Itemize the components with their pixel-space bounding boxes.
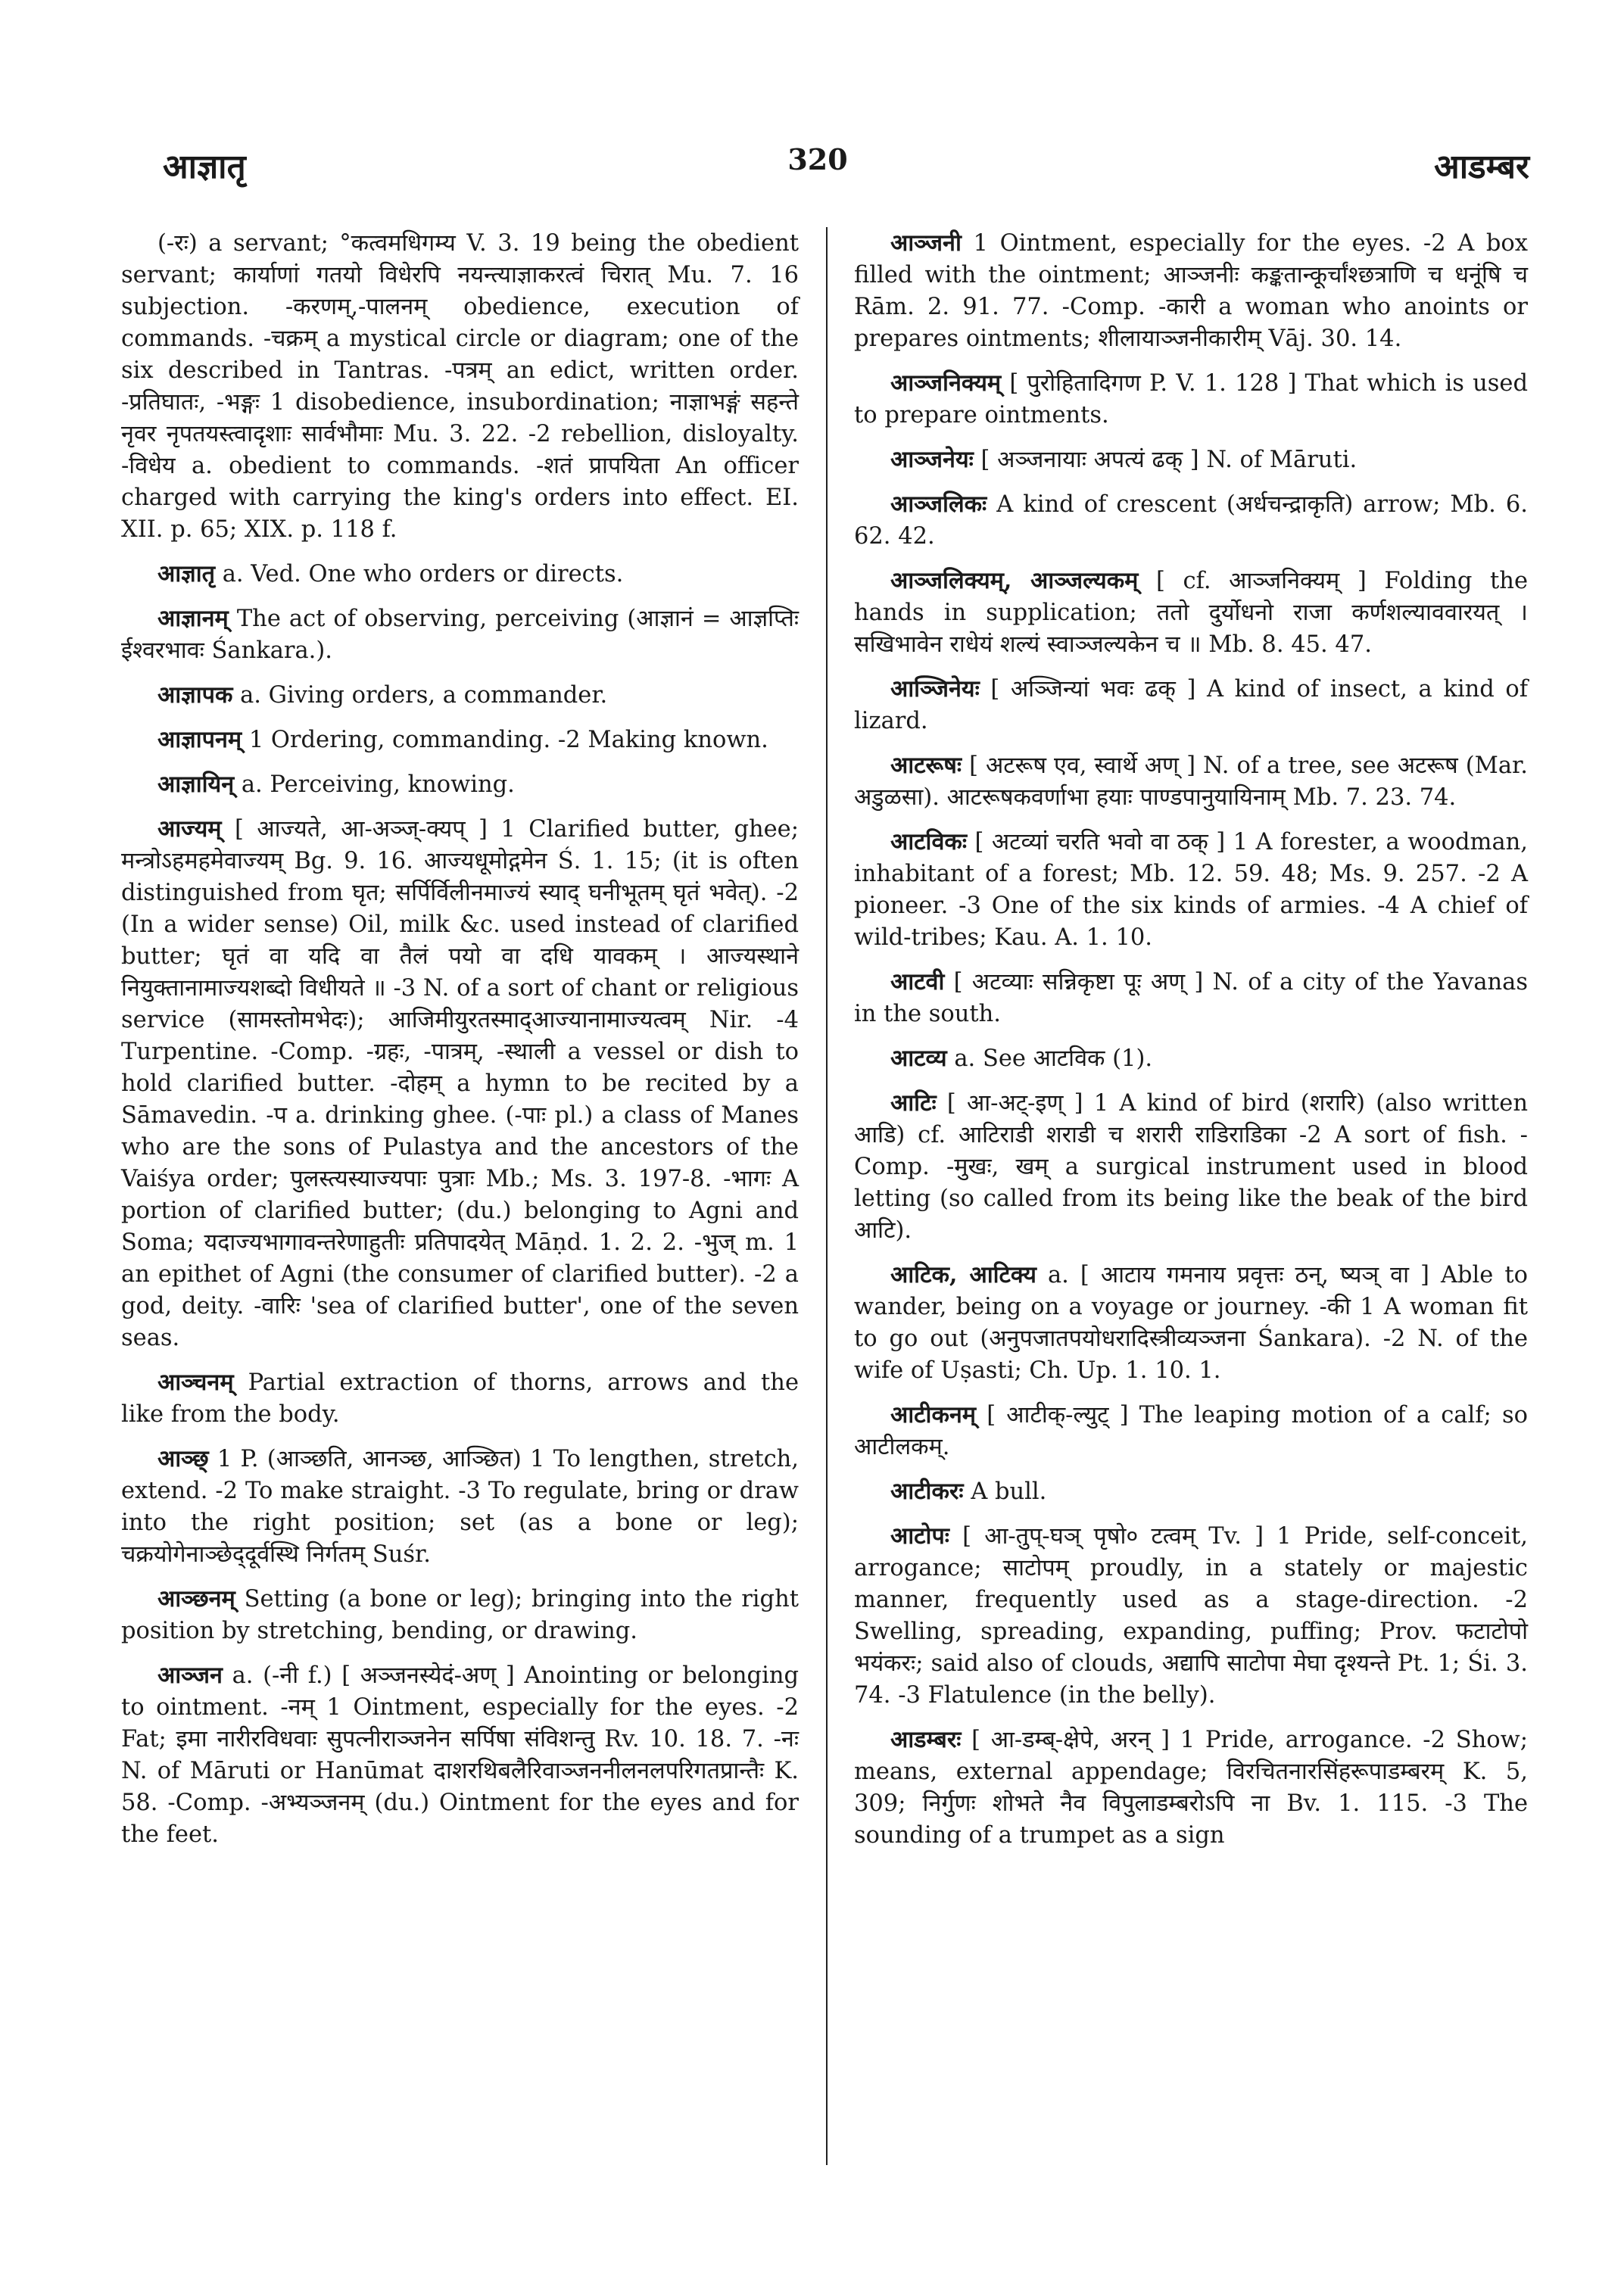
entry-text: [ अटव्याः सन्निकृष्टा पूः अण् ] N. of a city of the Yavanas in the south.: [854, 969, 1528, 1027]
headword: आञ्जनेयः: [890, 446, 974, 473]
dictionary-entry: [854, 444, 1528, 476]
dictionary-entry: [121, 813, 799, 1354]
entry-text: A kind of crescent (अर्धचन्द्राकृति) arrow; Mb. 6. 62. 42.: [854, 491, 1528, 550]
right-guide-word: आडम्बर: [1434, 148, 1529, 186]
headword: आञ्जलिक्यम्, आञ्जल्यकम्: [890, 567, 1139, 594]
entry-text: [ पुरोहितादिगण P. V. 1. 128 ] That which is used to prepare ointments.: [854, 370, 1528, 428]
headword: आटीकरः: [890, 1478, 964, 1505]
headword: आज्यम्: [157, 815, 222, 843]
dictionary-entry: [121, 603, 799, 667]
dictionary-entry: [854, 1042, 1528, 1075]
entry-text: [ अञ्जिन्यां भवः ढक् ] A kind of insect, a kind of lizard.: [854, 676, 1528, 734]
page-header: [0, 142, 1624, 195]
dictionary-entry: [854, 488, 1528, 553]
entry-text: [ आज्यते, आ-अञ्ज्-क्यप् ] 1 Clarified butter, ghee; मन्त्रोऽहमहमेवाज्यम् Bg. 9. 16. आज्यधूमोद्गमेन Ś. 1. 15; (it is often distinguished from घृत; सर्पिर्विलीनमाज्यं स्याद् घनीभूतम् घृतं भवेत्). -2 (In a wider sense) Oil, milk &c. used instead of clarified butter; घृतं वा यदि वा तैलं पयो वा दधि यावकम् । आज्यस्थाने नियुक्तानामाज्यशब्दो विधीयते ॥ -3 N. of a sort of chant or religious service (सामस्तोमभेदः); आजिमीयुरतस्माद्‌आज्यानामाज्यत्वम् Nir. -4 Turpentine. -Comp. -ग्रहः, -पात्रम्, -स्थाली a vessel or dish to hold clarified butter. -दोहम् a hymn to be recited by a Sāmavedin. -प a. drinking ghee. (-पाः pl.) a class of Manes who are the sons of Pulastya and the ancestors of the Vaiśya order; पुलस्त्यस्याज्यपाः पुत्राः Mb.; Ms. 3. 197-8. -भागः A portion of clarified butter; (du.) belonging to Agni and Soma; यदाज्यभागावन्तरेणाहुतीः प्रतिपादयेत् Māṇd. 1. 2. 2. -भुज् m. 1 an epithet of Agni (the consumer of clarified butter). -2 a god, deity. -वारिः 'sea of clarified butter', one of the seven seas.: [121, 816, 799, 1351]
entry-text: a. (-नी f.) [ अञ्जनस्येदं-अण् ] Anointing or belonging to ointment. -नम् 1 Ointment, especially for the eyes. -2 Fat; इमा नारीरविधवाः सुपत्नीराञ्जनेन सर्पिषा संविशन्तु Rv. 10. 18. 7. -नः N. of Māruti or Hanūmat दाशरथिबलैरिवाञ्जननीलनलपरिगतप्रान्तैः K. 58. -Comp. -अभ्यञ्जनम् (du.) Ointment for the eyes and for the feet.: [121, 1662, 799, 1848]
entry-text: a. See आटविक (1).: [954, 1045, 1153, 1072]
headword: आज्ञातृ: [157, 560, 216, 587]
headword: आटविकः: [890, 828, 967, 855]
headword: आटरूषः: [890, 752, 962, 779]
headword: आटवी: [890, 968, 945, 995]
entry-text: [ आटीक्-ल्युट् ] The leaping motion of a calf; so आटीलकम्.: [854, 1402, 1528, 1460]
entry-text: 1 Ointment, especially for the eyes. -2 A box filled with the ointment; आञ्जनीः कङ्कतान्कूर्चांश्छत्राणि च धनूंषि च Rām. 2. 91. 77. -Comp. -कारी a woman who anoints or prepares ointments; शीलायाञ्जनीकारीम् Vāj. 30. 14.: [854, 230, 1528, 352]
headword: आञ्छ्: [157, 1445, 209, 1472]
dictionary-entry: [121, 768, 799, 801]
entry-text: Partial extraction of thorns, arrows and the like from the body.: [121, 1369, 799, 1428]
headword: आञ्जन: [157, 1662, 223, 1689]
dictionary-entry: [854, 1520, 1528, 1712]
dictionary-entry: [121, 558, 799, 590]
entry-text: A bull.: [971, 1478, 1047, 1505]
dictionary-entry: [854, 1724, 1528, 1852]
entry-text: 1 P. (आञ्छति, आनञ्छ, आञ्छित) 1 To lengthen, stretch, extend. -2 To make straight. -3 To regulate, bring or draw into the right position; set (as a bone or leg); चक्रयोगेनाञ्छेद्‌दूर्वस्थि निर्गतम् Suśr.: [121, 1446, 799, 1568]
dictionary-entry: [854, 673, 1528, 737]
headword: आञ्जनी: [890, 229, 962, 257]
entry-text: [ cf. आञ्जनिक्यम् ] Folding the hands in supplication; ततो दुर्योधनो राजा कर्णशल्याववारयत् । सखिभावेन राधेयं शल्यं स्वाञ्जल्यकेन च ॥ Mb. 8. 45. 47.: [854, 568, 1528, 658]
dictionary-entry: [121, 679, 799, 712]
dictionary-entry: [854, 826, 1528, 954]
left-guide-word: आज्ञातृ: [163, 148, 246, 186]
page-number: 320: [787, 142, 848, 176]
dictionary-entry: [854, 966, 1528, 1030]
entry-text: 1 Ordering, commanding. -2 Making known.: [248, 727, 768, 753]
dictionary-entry: [854, 1087, 1528, 1247]
dictionary-entry: [121, 227, 799, 546]
entry-text: [ अटरूष एव, स्वार्थे अण् ] N. of a tree, see अटरूष (Mar. अडुळसा). आटरूषकवर्णाभा हयाः पाण्डपानुयायिनाम् Mb. 7. 23. 74.: [854, 752, 1528, 811]
dictionary-entry: [121, 724, 799, 756]
entry-text: [ आ-अट्-इण् ] 1 A kind of bird (शरारि) (also written आडि) cf. आटिराडी शराडी च शरारी राडिराडिका -2 A sort of fish. -Comp. -मुखः, खम् a surgical instrument used in blood letting (so called from its being like the beak of the bird आटि).: [854, 1090, 1529, 1244]
dictionary-entry: [854, 227, 1528, 355]
headword: आञ्जनिक्यम्: [890, 369, 1002, 397]
dictionary-entry: [854, 565, 1528, 661]
entry-text: [ अटव्यां चरति भवो वा ठक् ] 1 A forester, a woodman, inhabitant of a forest; Mb. 12. 59. 48; Ms. 9. 257. -2 A pioneer. -3 One of the six kinds of armies. -4 A chief of wild-tribes; Kau. A. 1. 10.: [854, 829, 1528, 951]
headword: आटोपः: [890, 1522, 949, 1550]
entry-text: a. Ved. One who orders or directs.: [222, 561, 624, 587]
headword: आटव्य: [890, 1045, 947, 1072]
headword: आज्ञानम्: [157, 605, 229, 632]
entry-text: a. [ आटाय गमनाय प्रवृत्तः ठन्, ष्यञ् वा ] Able to wander, being on a voyage or journey. -की 1 A woman fit to go out (अनुपजातपयोधरादिस्त्रीव्यञ्जना Śankara). -2 N. of the wife of Uṣasti; Ch. Up. 1. 10. 1.: [854, 1262, 1528, 1384]
headword: आडम्बरः: [890, 1726, 962, 1753]
headword: आटिक, आटिक्य: [890, 1261, 1036, 1288]
headword: आञ्जलिकः: [890, 491, 987, 518]
dictionary-entry: [854, 1475, 1528, 1508]
entry-text: [ आ-तुप्-घञ् पृषो० टत्वम् Tv. ] 1 Pride, self-conceit, arrogance; साटोपम् proudly, in a stately or majestic manner, frequently used as a stage-direction. -2 Swelling, spreading, expanding, puffing; Prov. फटाटोपो भयंकरः; said also of clouds, अद्यापि साटोपा मेघा दृश्यन्ते Pt. 1; Śi. 3. 74. -3 Flatulence (in the belly).: [854, 1523, 1528, 1709]
dictionary-entry: [121, 1366, 799, 1431]
dictionary-entry: [854, 1399, 1528, 1463]
headword: आटिः: [890, 1089, 937, 1117]
dictionary-entry: [854, 1259, 1528, 1387]
entry-text: a. Giving orders, a commander.: [240, 682, 608, 709]
headword: आञ्चनम्: [157, 1369, 234, 1396]
dictionary-entry: [121, 1443, 799, 1571]
left-column: [121, 227, 799, 1863]
entry-text: The act of observing, perceiving (आज्ञानं = आज्ञप्तिः ईश्वरभावः Śankara.).: [121, 606, 799, 664]
headword: आज्ञायिन्: [157, 771, 235, 798]
dictionary-entry: [121, 1659, 799, 1851]
headword: आटीकनम्: [890, 1401, 977, 1428]
headword: आञ्छनम्: [157, 1585, 235, 1612]
entry-text: (-रः) a servant; °कत्वमधिगम्य V. 3. 19 being the obedient servant; कार्याणां गतयो विधेरपि नयन्त्याज्ञाकरत्वं चिरात् Mu. 7. 16 subjection. -करणम्,-पालनम् obedience, execution of commands. -चक्रम् a mystical circle or diagram; one of the six described in Tantras. -पत्रम् an edict, written order. -प्रतिघातः, -भङ्गः 1 disobedience, insubordination; नाज्ञाभङ्गं सहन्ते नृवर नृपतयस्त्वादृशाः सार्वभौमाः Mu. 3. 22. -2 rebellion, disloyalty. -विधेय a. obedient to commands. -शतं प्रापयिता An officer charged with carrying the king's orders into effect. EI. XII. p. 65; XIX. p. 118 f.: [121, 230, 799, 543]
entry-text: Setting (a bone or leg); bringing into the right position by stretching, bending, or drawing.: [121, 1586, 799, 1644]
entry-text: a. Perceiving, knowing.: [241, 771, 515, 798]
headword: आज्ञापनम्: [157, 726, 242, 753]
dictionary-entry: [854, 367, 1528, 431]
dictionary-entry: [121, 1583, 799, 1647]
right-column: [854, 227, 1528, 1864]
entry-text: [ आ-डम्ब्-क्षेपे, अरन् ] 1 Pride, arrogance. -2 Show; means, external appendage; विरचितनारसिंहरूपाडम्बरम् K. 5, 309; निर्गुणः शोभते नैव विपुलाडम्बरोऽपि ना Bv. 1. 115. -3 The sounding of a trumpet as a sign: [854, 1727, 1528, 1849]
dictionary-entry: [854, 749, 1528, 814]
entry-text: [ अञ्जनायाः अपत्यं ढक् ] N. of Māruti.: [980, 447, 1357, 473]
headword: आञ्जिनेयः: [890, 675, 980, 703]
column-divider: [826, 227, 828, 2165]
headword: आज्ञापक: [157, 681, 233, 709]
